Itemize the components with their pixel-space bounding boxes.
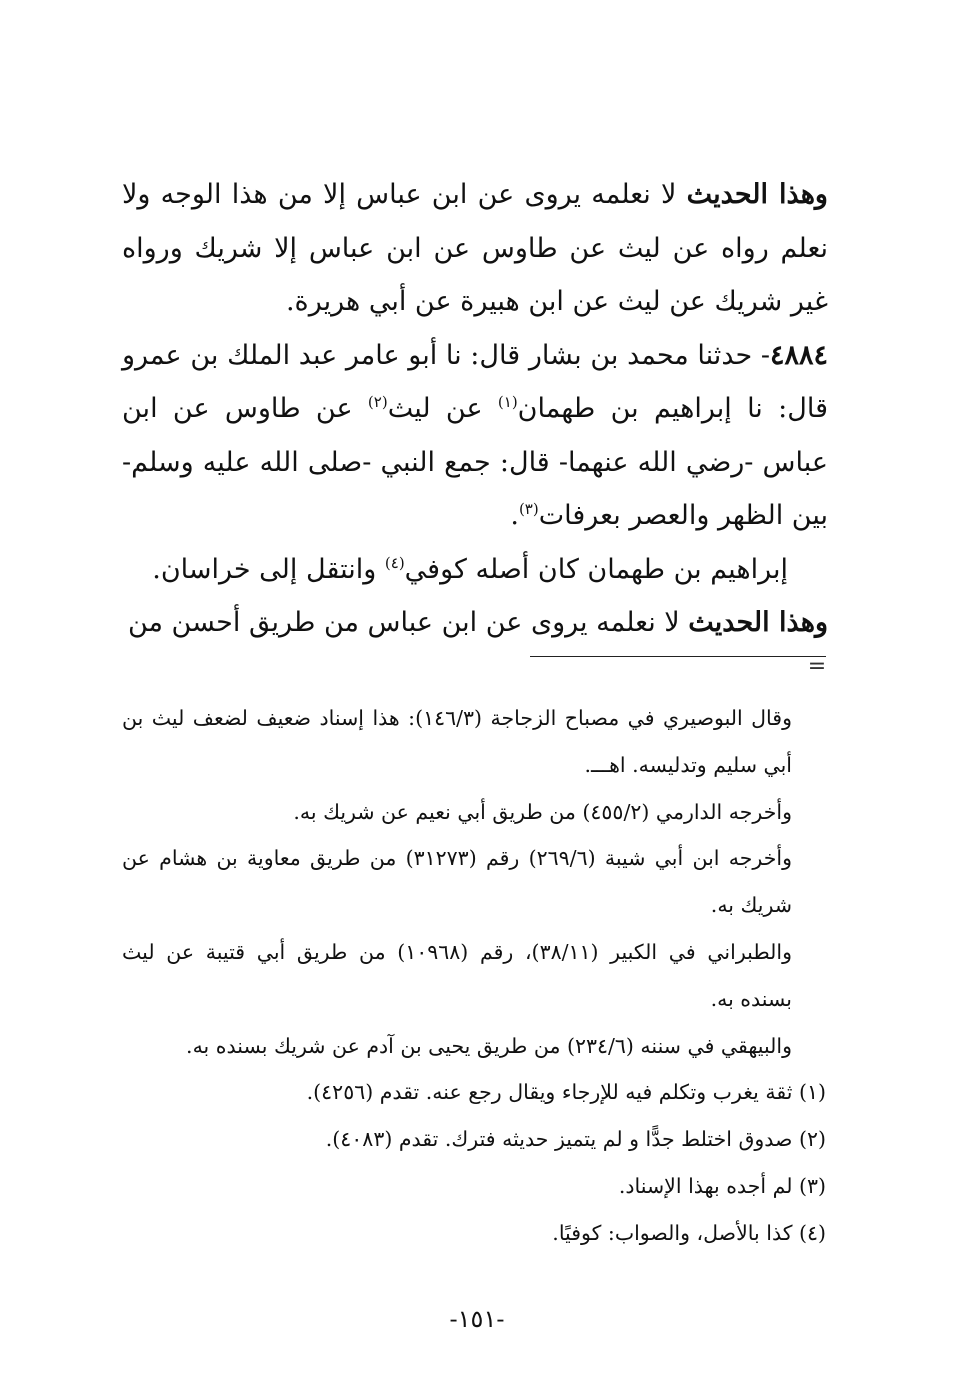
bold-lead: وهذا الحديث [686, 179, 828, 210]
footnotes [122, 695, 828, 1257]
footnote-separator [530, 656, 826, 657]
paragraph-text: عن ليث [387, 393, 498, 424]
paragraph-3 [122, 543, 828, 597]
paragraph-text: وانتقل إلى خراسان. [152, 553, 385, 585]
footnote-ref-4[interactable]: (٤) [384, 553, 405, 572]
footnote-continuation: والبيهقي في سننه (٢٣٤/٦) من طريق يحيى بن آدم عن شريك بسنده به. [186, 1033, 792, 1058]
continuation-mark: = [807, 654, 827, 679]
paragraph-text: . [510, 500, 519, 531]
bold-lead: وهذا الحديث [688, 607, 828, 638]
paragraph-text: إبراهيم بن طهمان كان أصله كوفي [404, 553, 788, 585]
page-number: -١٥١- [449, 1305, 505, 1333]
main-text [122, 168, 828, 650]
paragraph-1 [122, 168, 828, 329]
footnote-1: (١) ثقة يغرب وتكلم فيه للإرجاء ويقال رجع عنه. تقدم (٤٢٥٦). [306, 1080, 826, 1105]
hadith-number: ٤٨٨٤ [769, 339, 828, 371]
footnote-continuation: وقال البوصيري في مصباح الزجاجة (١٤٦/٣): هذا إسناد ضعيف لضعف ليث بن أبي سليم وتدليسه. اهـــ. [122, 706, 793, 777]
footnote-continuation: والطبراني في الكبير (٣٨/١١)، رقم (١٠٩٦٨) من طريق أبي قتيبة عن ليث بسنده به. [122, 939, 792, 1011]
footnote-3: (٣) لم أجده بهذا الإسناد. [618, 1173, 826, 1198]
paragraph-text: - حدثنا محمد بن بشار قال: نا أبو عامر عبد الملك بن عمرو قال: نا إبراهيم بن طهمان [122, 339, 828, 424]
footnote-2: (٢) صدوق اختلط جدًّا و لم يتميز حديثه فترك. تقدم (٤٠٨٣). [325, 1127, 826, 1152]
footnote-4: (٤) كذا بالأصل، والصواب: كوفيًا. [552, 1220, 826, 1245]
hadith-4884 [122, 329, 828, 543]
footnote-ref-1[interactable]: (١) [497, 393, 518, 411]
paragraph-text: لا نعلمه يروى عن ابن عباس من طريق أحسن من [127, 607, 689, 638]
paragraph-text: لا نعلمه يروى عن ابن عباس إلا من هذا الوجه ولا نعلم رواه عن ليث عن طاوس عن ابن عباس إلا شريك ورواه غير شريك عن ليث عن ابن هبيرة عن أبي هريرة. [122, 179, 828, 317]
footnote-continuation: وأخرجه ابن أبي شيبة (٢٦٩/٦) رقم (٣١٢٧٣) من طريق معاوية بن هشام عن شريك به. [122, 846, 793, 918]
footnote-ref-2[interactable]: (٢) [367, 393, 388, 411]
paragraph-text: عن طاوس عن ابن عباس -رضي الله عنهما- قال: جمع النبي -صلى الله عليه وسلم- بين الظهر والعصر بعرفات [122, 393, 828, 531]
footnote-ref-3[interactable]: (٣) [518, 500, 539, 518]
paragraph-4 [122, 596, 828, 650]
footnote-continuation: وأخرجه الدارمي (٤٥٥/٢) من طريق أبي نعيم عن شريك به. [293, 799, 792, 824]
